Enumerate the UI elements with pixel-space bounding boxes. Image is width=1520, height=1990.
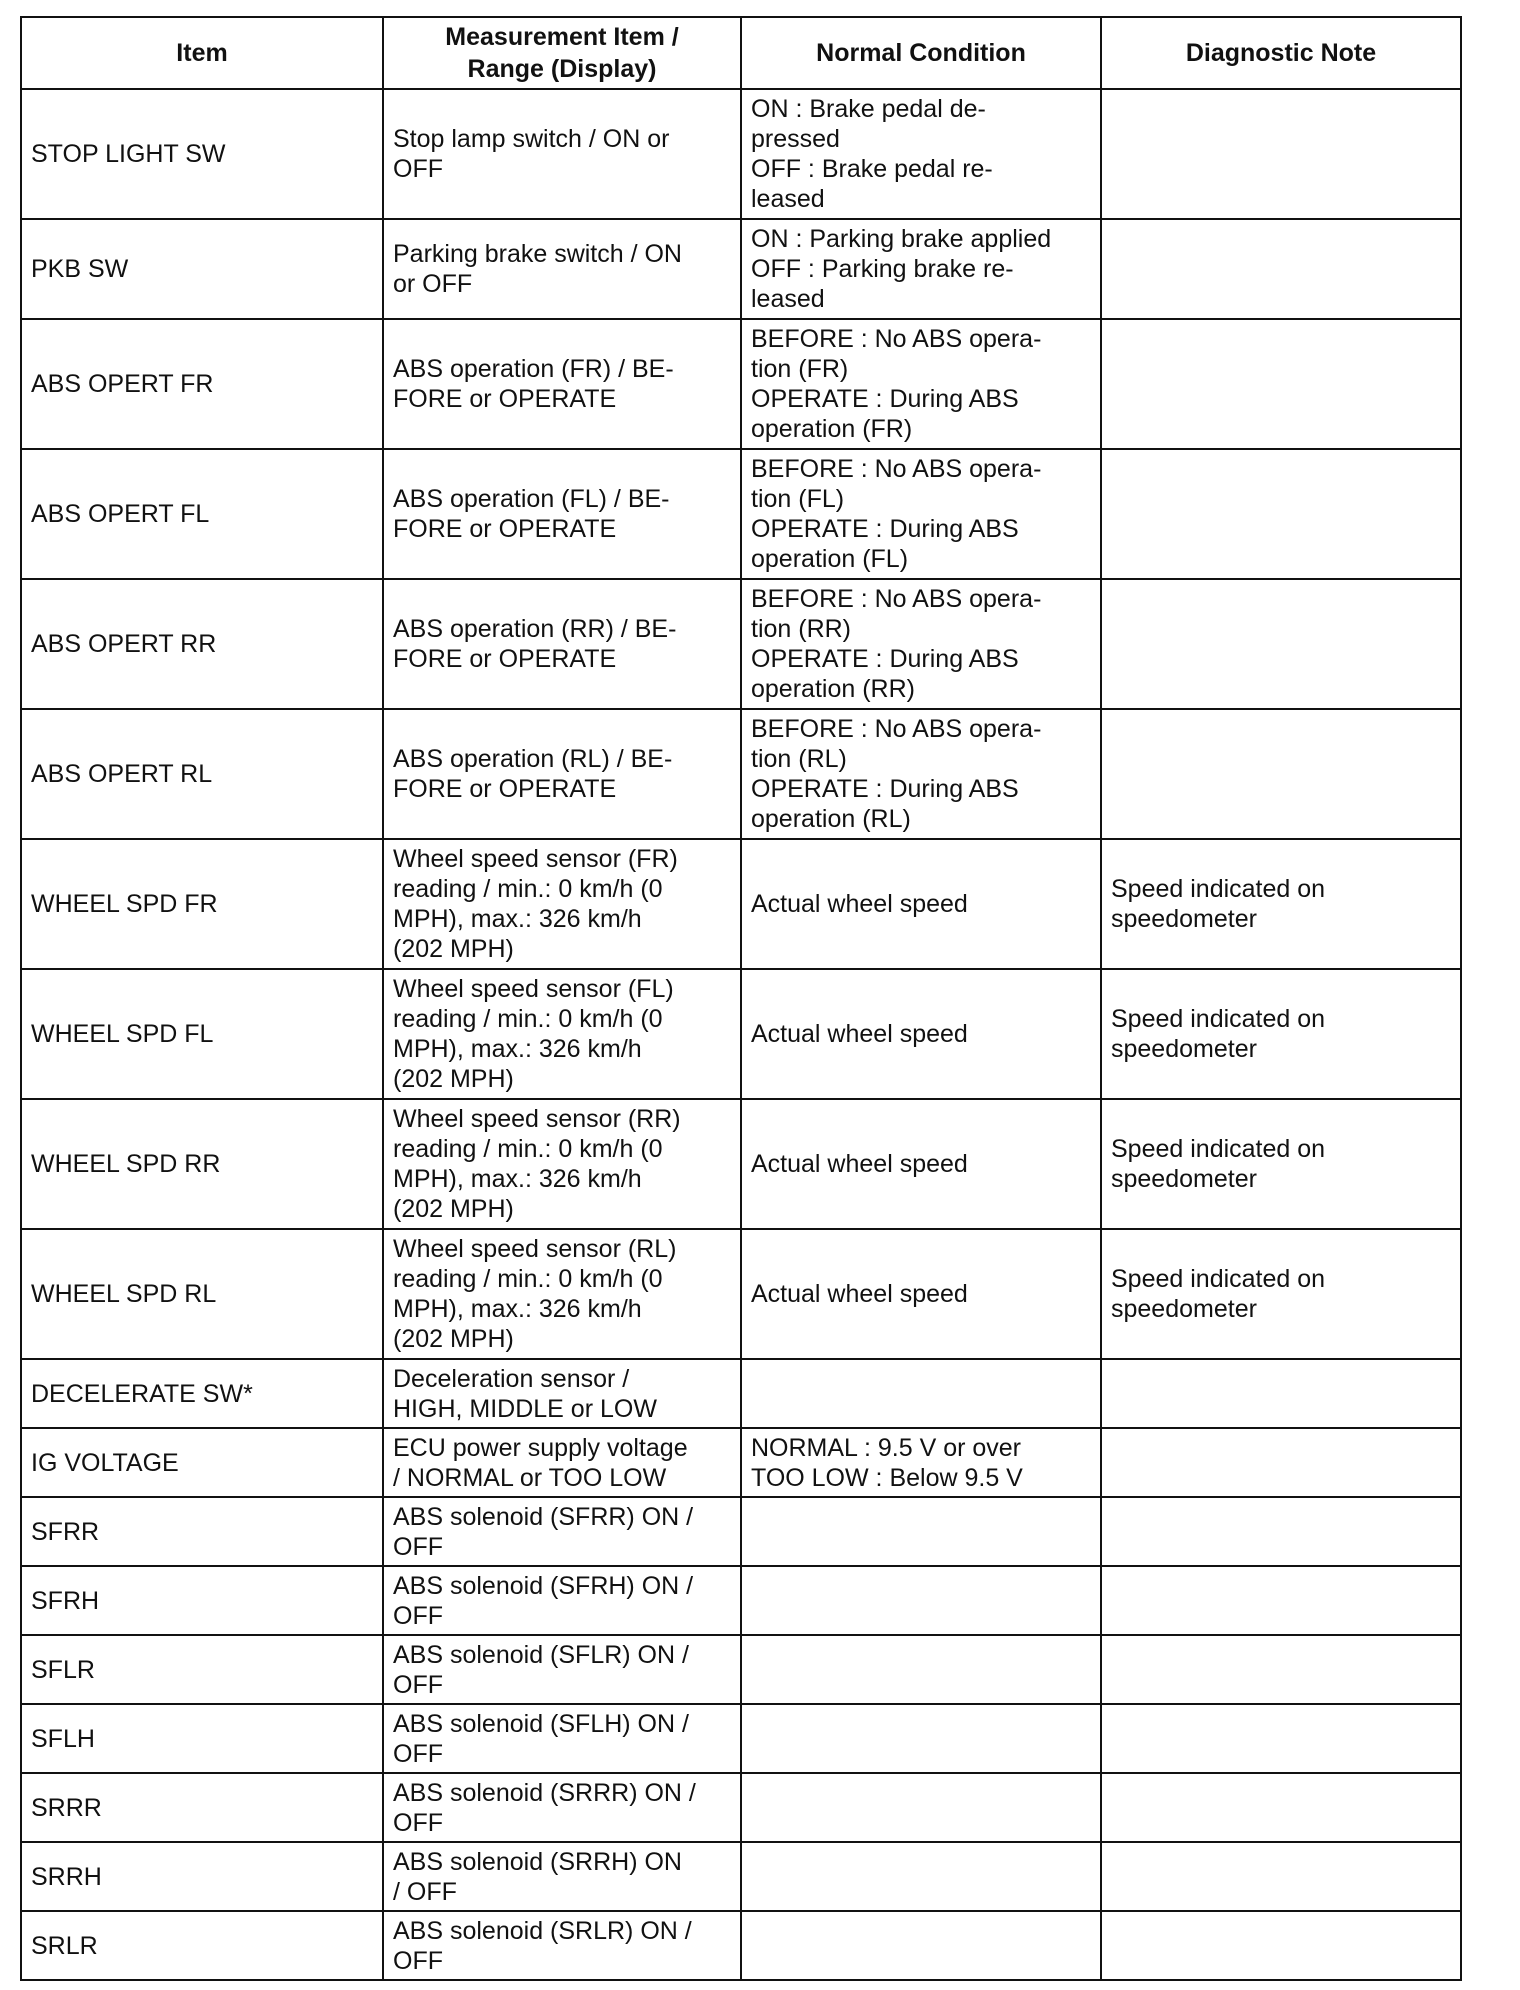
item-cell: SFRR [21, 1497, 383, 1566]
measurement-cell: ABS operation (FL) / BE- FORE or OPERATE [383, 449, 741, 579]
item-cell: ABS OPERT RL [21, 709, 383, 839]
measurement-cell: Wheel speed sensor (FR) reading / min.: 0 km/h (0 MPH), max.: 326 km/h (202 MPH) [383, 839, 741, 969]
table-row [21, 219, 1461, 319]
measurement-cell: ABS solenoid (SRLR) ON / OFF [383, 1911, 741, 1980]
measurement-cell: ABS solenoid (SFLH) ON / OFF [383, 1704, 741, 1773]
measurement-cell: ABS solenoid (SRRH) ON / OFF [383, 1842, 741, 1911]
diagnostic-note-cell [1101, 709, 1461, 839]
item-cell: ABS OPERT FR [21, 319, 383, 449]
item-cell: IG VOLTAGE [21, 1428, 383, 1497]
table-body [21, 89, 1461, 1980]
normal-condition-cell: BEFORE : No ABS opera- tion (RL) OPERATE : During ABS operation (RL) [741, 709, 1101, 839]
diagnostic-note-cell [1101, 1704, 1461, 1773]
diagnostic-data-table [20, 16, 1462, 1981]
item-cell: SRLR [21, 1911, 383, 1980]
table-row [21, 89, 1461, 219]
table-row [21, 1359, 1461, 1428]
item-cell: DECELERATE SW* [21, 1359, 383, 1428]
item-cell: WHEEL SPD RR [21, 1099, 383, 1229]
header-diagnostic-note: Diagnostic Note [1101, 17, 1461, 89]
diagnostic-note-cell [1101, 1911, 1461, 1980]
measurement-cell: Stop lamp switch / ON or OFF [383, 89, 741, 219]
header-item: Item [21, 17, 383, 89]
item-cell: SFRH [21, 1566, 383, 1635]
diagnostic-note-cell: Speed indicated on speedometer [1101, 1229, 1461, 1359]
table-row [21, 1911, 1461, 1980]
diagnostic-note-cell [1101, 1842, 1461, 1911]
diagnostic-note-cell [1101, 1773, 1461, 1842]
measurement-cell: Deceleration sensor / HIGH, MIDDLE or LOW [383, 1359, 741, 1428]
normal-condition-cell: Actual wheel speed [741, 839, 1101, 969]
measurement-cell: ABS solenoid (SFRR) ON / OFF [383, 1497, 741, 1566]
item-cell: ABS OPERT RR [21, 579, 383, 709]
table-row [21, 1704, 1461, 1773]
table-row [21, 449, 1461, 579]
item-cell: WHEEL SPD RL [21, 1229, 383, 1359]
normal-condition-cell [741, 1842, 1101, 1911]
table-row [21, 1566, 1461, 1635]
diagnostic-note-cell [1101, 579, 1461, 709]
item-cell: SRRR [21, 1773, 383, 1842]
normal-condition-cell: BEFORE : No ABS opera- tion (FR) OPERATE : During ABS operation (FR) [741, 319, 1101, 449]
normal-condition-cell [741, 1911, 1101, 1980]
measurement-cell: ABS operation (RR) / BE- FORE or OPERATE [383, 579, 741, 709]
normal-condition-cell: NORMAL : 9.5 V or over TOO LOW : Below 9.5 V [741, 1428, 1101, 1497]
item-cell: SRRH [21, 1842, 383, 1911]
table-row [21, 1099, 1461, 1229]
table-row [21, 709, 1461, 839]
measurement-cell: ABS solenoid (SFLR) ON / OFF [383, 1635, 741, 1704]
diagnostic-note-cell [1101, 1359, 1461, 1428]
measurement-cell: ECU power supply voltage / NORMAL or TOO LOW [383, 1428, 741, 1497]
measurement-cell: Wheel speed sensor (FL) reading / min.: 0 km/h (0 MPH), max.: 326 km/h (202 MPH) [383, 969, 741, 1099]
item-cell: SFLR [21, 1635, 383, 1704]
header-row [21, 17, 1461, 89]
diagnostic-note-cell: Speed indicated on speedometer [1101, 969, 1461, 1099]
normal-condition-cell: BEFORE : No ABS opera- tion (FL) OPERATE : During ABS operation (FL) [741, 449, 1101, 579]
normal-condition-cell [741, 1704, 1101, 1773]
normal-condition-cell: Actual wheel speed [741, 969, 1101, 1099]
table-row [21, 1635, 1461, 1704]
normal-condition-cell: ON : Brake pedal de- pressed OFF : Brake pedal re- leased [741, 89, 1101, 219]
item-cell: SFLH [21, 1704, 383, 1773]
table-row [21, 1497, 1461, 1566]
table-row [21, 1842, 1461, 1911]
diagnostic-note-cell [1101, 1497, 1461, 1566]
diagnostic-note-cell [1101, 1566, 1461, 1635]
table-row [21, 969, 1461, 1099]
item-cell: PKB SW [21, 219, 383, 319]
measurement-cell: ABS operation (RL) / BE- FORE or OPERATE [383, 709, 741, 839]
normal-condition-cell: BEFORE : No ABS opera- tion (RR) OPERATE : During ABS operation (RR) [741, 579, 1101, 709]
item-cell: WHEEL SPD FR [21, 839, 383, 969]
normal-condition-cell [741, 1773, 1101, 1842]
diagnostic-note-cell [1101, 1428, 1461, 1497]
table-header [21, 17, 1461, 89]
table-row [21, 1428, 1461, 1497]
diagnostic-note-cell [1101, 1635, 1461, 1704]
measurement-cell: ABS solenoid (SFRH) ON / OFF [383, 1566, 741, 1635]
normal-condition-cell [741, 1359, 1101, 1428]
header-measurement: Measurement Item / Range (Display) [383, 17, 741, 89]
item-cell: STOP LIGHT SW [21, 89, 383, 219]
diagnostic-note-cell [1101, 319, 1461, 449]
table-row [21, 1773, 1461, 1842]
table-row [21, 1229, 1461, 1359]
measurement-cell: ABS solenoid (SRRR) ON / OFF [383, 1773, 741, 1842]
header-normal-condition: Normal Condition [741, 17, 1101, 89]
table-row [21, 579, 1461, 709]
diagnostic-note-cell: Speed indicated on speedometer [1101, 839, 1461, 969]
diagnostic-note-cell [1101, 449, 1461, 579]
item-cell: ABS OPERT FL [21, 449, 383, 579]
measurement-cell: ABS operation (FR) / BE- FORE or OPERATE [383, 319, 741, 449]
table-row [21, 839, 1461, 969]
measurement-cell: Parking brake switch / ON or OFF [383, 219, 741, 319]
measurement-cell: Wheel speed sensor (RL) reading / min.: 0 km/h (0 MPH), max.: 326 km/h (202 MPH) [383, 1229, 741, 1359]
diagnostic-table-page [20, 16, 1460, 1981]
diagnostic-note-cell: Speed indicated on speedometer [1101, 1099, 1461, 1229]
normal-condition-cell: ON : Parking brake applied OFF : Parking brake re- leased [741, 219, 1101, 319]
item-cell: WHEEL SPD FL [21, 969, 383, 1099]
normal-condition-cell: Actual wheel speed [741, 1229, 1101, 1359]
diagnostic-note-cell [1101, 89, 1461, 219]
normal-condition-cell: Actual wheel speed [741, 1099, 1101, 1229]
diagnostic-note-cell [1101, 219, 1461, 319]
normal-condition-cell [741, 1566, 1101, 1635]
measurement-cell: Wheel speed sensor (RR) reading / min.: 0 km/h (0 MPH), max.: 326 km/h (202 MPH) [383, 1099, 741, 1229]
normal-condition-cell [741, 1497, 1101, 1566]
table-row [21, 319, 1461, 449]
normal-condition-cell [741, 1635, 1101, 1704]
